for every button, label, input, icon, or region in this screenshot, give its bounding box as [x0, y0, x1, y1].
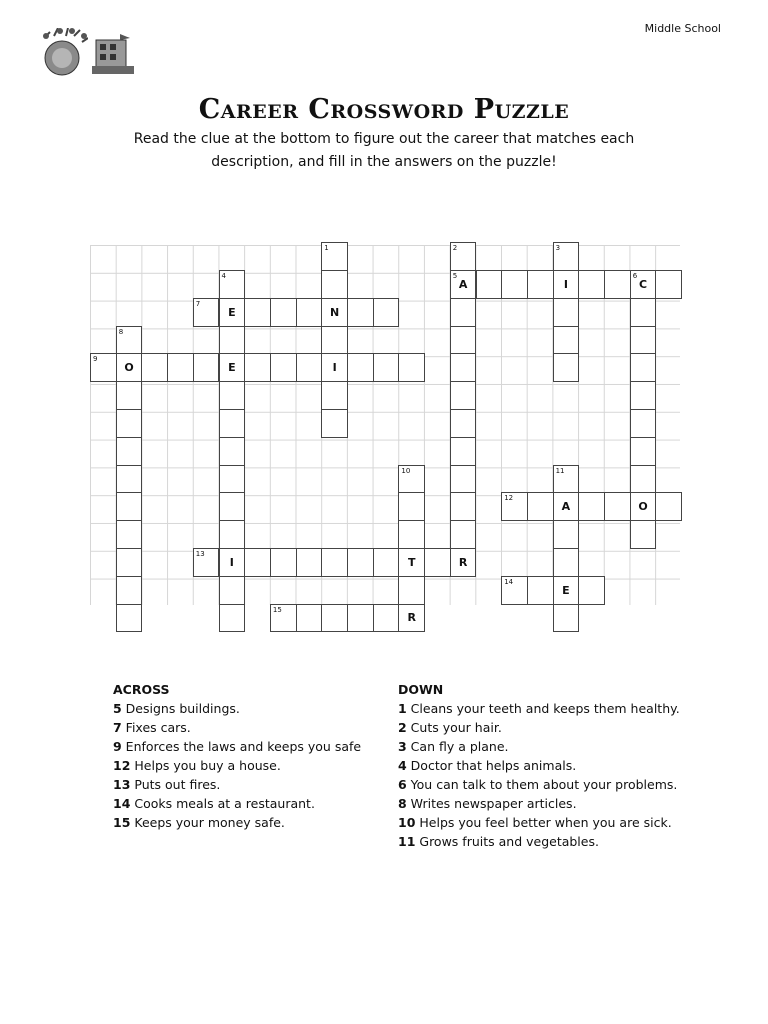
- crossword-cell[interactable]: [553, 270, 580, 299]
- crossword-cell[interactable]: [553, 326, 580, 355]
- crossword-cell[interactable]: [450, 270, 477, 299]
- crossword-cell[interactable]: [655, 270, 682, 299]
- crossword-cell[interactable]: [553, 604, 580, 633]
- crossword-cell[interactable]: [219, 576, 246, 605]
- crossword-cell[interactable]: [347, 548, 374, 577]
- crossword-cell[interactable]: [244, 548, 271, 577]
- crossword-cell[interactable]: [630, 409, 657, 438]
- crossword-cell[interactable]: [90, 353, 117, 382]
- down-clue: 8 Writes newspaper articles.: [398, 796, 577, 811]
- crossword-cell[interactable]: [219, 437, 246, 466]
- crossword-cell[interactable]: [655, 492, 682, 521]
- across-clue: 7 Fixes cars.: [113, 720, 191, 735]
- crossword-cell[interactable]: [116, 465, 143, 494]
- given-letter: A: [458, 277, 468, 291]
- crossword-cell[interactable]: [630, 492, 657, 521]
- given-letter: E: [562, 583, 570, 597]
- crossword-cell[interactable]: [398, 492, 425, 521]
- crossword-cell[interactable]: [578, 576, 605, 605]
- crossword-cell[interactable]: [450, 492, 477, 521]
- crossword-cell[interactable]: [501, 576, 528, 605]
- across-clue: 13 Puts out fires.: [113, 777, 221, 792]
- crossword-cell[interactable]: [450, 409, 477, 438]
- crossword-cell[interactable]: [321, 548, 348, 577]
- crossword-cell[interactable]: [553, 576, 580, 605]
- clue-number: 9: [93, 355, 98, 364]
- crossword-cell[interactable]: [116, 492, 143, 521]
- crossword-cell[interactable]: [321, 409, 348, 438]
- crossword-cell[interactable]: [553, 492, 580, 521]
- given-letter: O: [124, 361, 134, 375]
- crossword-cell[interactable]: [296, 353, 323, 382]
- crossword-cell[interactable]: [476, 270, 503, 299]
- crossword-cell[interactable]: [630, 381, 657, 410]
- crossword-cell[interactable]: [193, 353, 220, 382]
- crossword-cell[interactable]: [347, 353, 374, 382]
- crossword-cell[interactable]: [116, 409, 143, 438]
- crossword-cell[interactable]: [630, 326, 657, 355]
- given-letter: I: [229, 555, 234, 569]
- crossword-cell[interactable]: [450, 548, 477, 577]
- given-letter: R: [407, 611, 416, 625]
- school-level-label: Middle School: [644, 22, 721, 35]
- crossword-cell[interactable]: [630, 520, 657, 549]
- crossword-cell[interactable]: [219, 298, 246, 327]
- down-clue: 11 Grows fruits and vegetables.: [398, 834, 599, 849]
- crossword-cell[interactable]: [630, 465, 657, 494]
- crossword-cell[interactable]: [450, 242, 477, 271]
- clue-number: 7: [195, 299, 201, 308]
- crossword-cell[interactable]: [630, 270, 657, 299]
- crossword-cell[interactable]: [450, 326, 477, 355]
- clue-number: 11: [555, 466, 565, 475]
- down-clue: 10 Helps you feel better when you are sick.: [398, 815, 672, 830]
- crossword-cell[interactable]: [219, 520, 246, 549]
- crossword-cell[interactable]: [373, 298, 400, 327]
- crossword-cell[interactable]: [450, 381, 477, 410]
- down-clue: 1 Cleans your teeth and keeps them healthy.: [398, 701, 680, 716]
- page-title: Career Crossword Puzzle: [198, 94, 570, 125]
- down-clue: 4 Doctor that helps animals.: [398, 758, 577, 773]
- given-letter: R: [458, 555, 468, 569]
- down-clue: 3 Can fly a plane.: [398, 739, 509, 754]
- crossword-cell[interactable]: [219, 604, 246, 633]
- instructions-text: Read the clue at the bottom to figure out the career that matches each description, and fill in the answers on the puzzle!: [133, 131, 635, 170]
- crossword-cell[interactable]: [501, 492, 528, 521]
- crossword-cell[interactable]: [604, 492, 631, 521]
- clue-number: 2: [452, 244, 458, 253]
- given-letter: N: [330, 305, 340, 319]
- crossword-cell[interactable]: [167, 353, 194, 382]
- across-clue: 12 Helps you buy a house.: [113, 758, 281, 773]
- crossword-cell[interactable]: [604, 270, 631, 299]
- crossword-cell[interactable]: [219, 381, 246, 410]
- crossword-cell[interactable]: [630, 353, 657, 382]
- clue-number: 14: [504, 577, 514, 586]
- crossword-cell[interactable]: [321, 604, 348, 633]
- crossword-cell[interactable]: [527, 270, 554, 299]
- crossword-cell[interactable]: [116, 520, 143, 549]
- crossword-cell[interactable]: [450, 465, 477, 494]
- across-clue: 14 Cooks meals at a restaurant.: [113, 796, 315, 811]
- crossword-cell[interactable]: [398, 465, 425, 494]
- crossword-cell[interactable]: [398, 604, 425, 633]
- given-letter: I: [563, 277, 568, 291]
- clue-number: 15: [272, 605, 282, 614]
- crossword-cell[interactable]: [116, 353, 143, 382]
- crossword-cell[interactable]: [321, 326, 348, 355]
- crossword-cell[interactable]: [116, 381, 143, 410]
- crossword-cell[interactable]: [450, 437, 477, 466]
- down-heading: DOWN: [398, 682, 444, 697]
- down-clues: [398, 680, 680, 851]
- given-letter: O: [638, 500, 648, 514]
- crossword-cell[interactable]: [398, 576, 425, 605]
- crossword-cell[interactable]: [270, 298, 297, 327]
- clue-number: 13: [195, 550, 205, 558]
- crossword-cell[interactable]: [321, 242, 348, 271]
- given-letter: T: [407, 555, 416, 569]
- crossword-cell[interactable]: [450, 520, 477, 549]
- crossword-cell[interactable]: [244, 298, 271, 327]
- crossword-cell[interactable]: [373, 548, 400, 577]
- crossword-cell[interactable]: [527, 492, 554, 521]
- crossword-cell[interactable]: [116, 576, 143, 605]
- crossword-cell[interactable]: [321, 270, 348, 299]
- across-clue: 15 Keeps your money safe.: [113, 815, 285, 830]
- crossword-cell[interactable]: [578, 492, 605, 521]
- crossword-cell[interactable]: [578, 270, 605, 299]
- down-clue: 6 You can talk to them about your problems.: [398, 777, 678, 792]
- given-letter: E: [228, 305, 236, 319]
- clue-number: 5: [452, 272, 458, 280]
- given-letter: C: [638, 277, 648, 291]
- given-letter: I: [332, 361, 337, 375]
- crossword-cell[interactable]: [193, 298, 220, 327]
- crossword-cell[interactable]: [450, 353, 477, 382]
- crossword-cell[interactable]: [193, 548, 220, 577]
- crossword-cell[interactable]: [116, 326, 143, 355]
- crossword-cell[interactable]: [347, 298, 374, 327]
- crossword-cell[interactable]: [141, 353, 168, 382]
- crossword-cell[interactable]: [116, 548, 143, 577]
- crossword-cell[interactable]: [450, 298, 477, 327]
- crossword-cell[interactable]: [398, 353, 425, 382]
- across-clue: 9 Enforces the laws and keeps you safe: [113, 739, 362, 754]
- crossword-cell[interactable]: [527, 576, 554, 605]
- crossword-cell[interactable]: [553, 548, 580, 577]
- clue-number: 4: [221, 272, 226, 280]
- clue-number: 12: [504, 494, 514, 503]
- crossword-cell[interactable]: [424, 548, 451, 577]
- down-clue: 2 Cuts your hair.: [398, 720, 502, 735]
- crossword-cell[interactable]: [553, 353, 580, 382]
- crossword-cell[interactable]: [219, 326, 246, 355]
- crossword-cell[interactable]: [501, 270, 528, 299]
- across-heading: ACROSS: [113, 682, 170, 697]
- clue-number: 3: [555, 244, 561, 253]
- given-letter: E: [228, 361, 236, 375]
- crossword-cell[interactable]: [321, 298, 348, 327]
- crossword-cell[interactable]: [553, 520, 580, 549]
- crossword-cell[interactable]: [270, 353, 297, 382]
- crossword-cell[interactable]: [630, 298, 657, 327]
- crossword-cell[interactable]: [553, 242, 580, 271]
- crossword-cell[interactable]: [296, 548, 323, 577]
- crossword-cell[interactable]: [244, 353, 271, 382]
- crossword-cell[interactable]: [219, 270, 246, 299]
- crossword-cell[interactable]: [347, 604, 374, 633]
- clue-number: 8: [118, 327, 124, 336]
- crossword-cell[interactable]: [219, 492, 246, 521]
- clue-number: 10: [401, 466, 411, 475]
- crossword-cell[interactable]: [296, 604, 323, 633]
- crossword-cell[interactable]: [398, 520, 425, 549]
- crossword-cell[interactable]: [321, 381, 348, 410]
- crossword-cell[interactable]: [296, 298, 323, 327]
- crossword-cell[interactable]: [219, 353, 246, 382]
- crossword-cell[interactable]: [116, 437, 143, 466]
- crossword-cell[interactable]: [321, 353, 348, 382]
- clue-number: 6: [632, 272, 638, 280]
- crossword-cell[interactable]: [270, 604, 297, 633]
- crossword-cell[interactable]: [373, 604, 400, 633]
- crossword-cell[interactable]: [219, 409, 246, 438]
- across-clues: [113, 680, 361, 832]
- crossword-cell[interactable]: [553, 298, 580, 327]
- crossword-cell[interactable]: [553, 465, 580, 494]
- given-letter: A: [561, 500, 571, 514]
- crossword-cell[interactable]: [116, 604, 143, 633]
- crossword-cell[interactable]: [219, 465, 246, 494]
- crossword-cell[interactable]: [630, 437, 657, 466]
- across-clue: 5 Designs buildings.: [113, 701, 240, 716]
- crossword-cell[interactable]: [398, 548, 425, 577]
- clue-number: 1: [324, 244, 329, 253]
- crossword-cell[interactable]: [219, 548, 246, 577]
- crossword-cell[interactable]: [373, 353, 400, 382]
- crossword-cell[interactable]: [270, 548, 297, 577]
